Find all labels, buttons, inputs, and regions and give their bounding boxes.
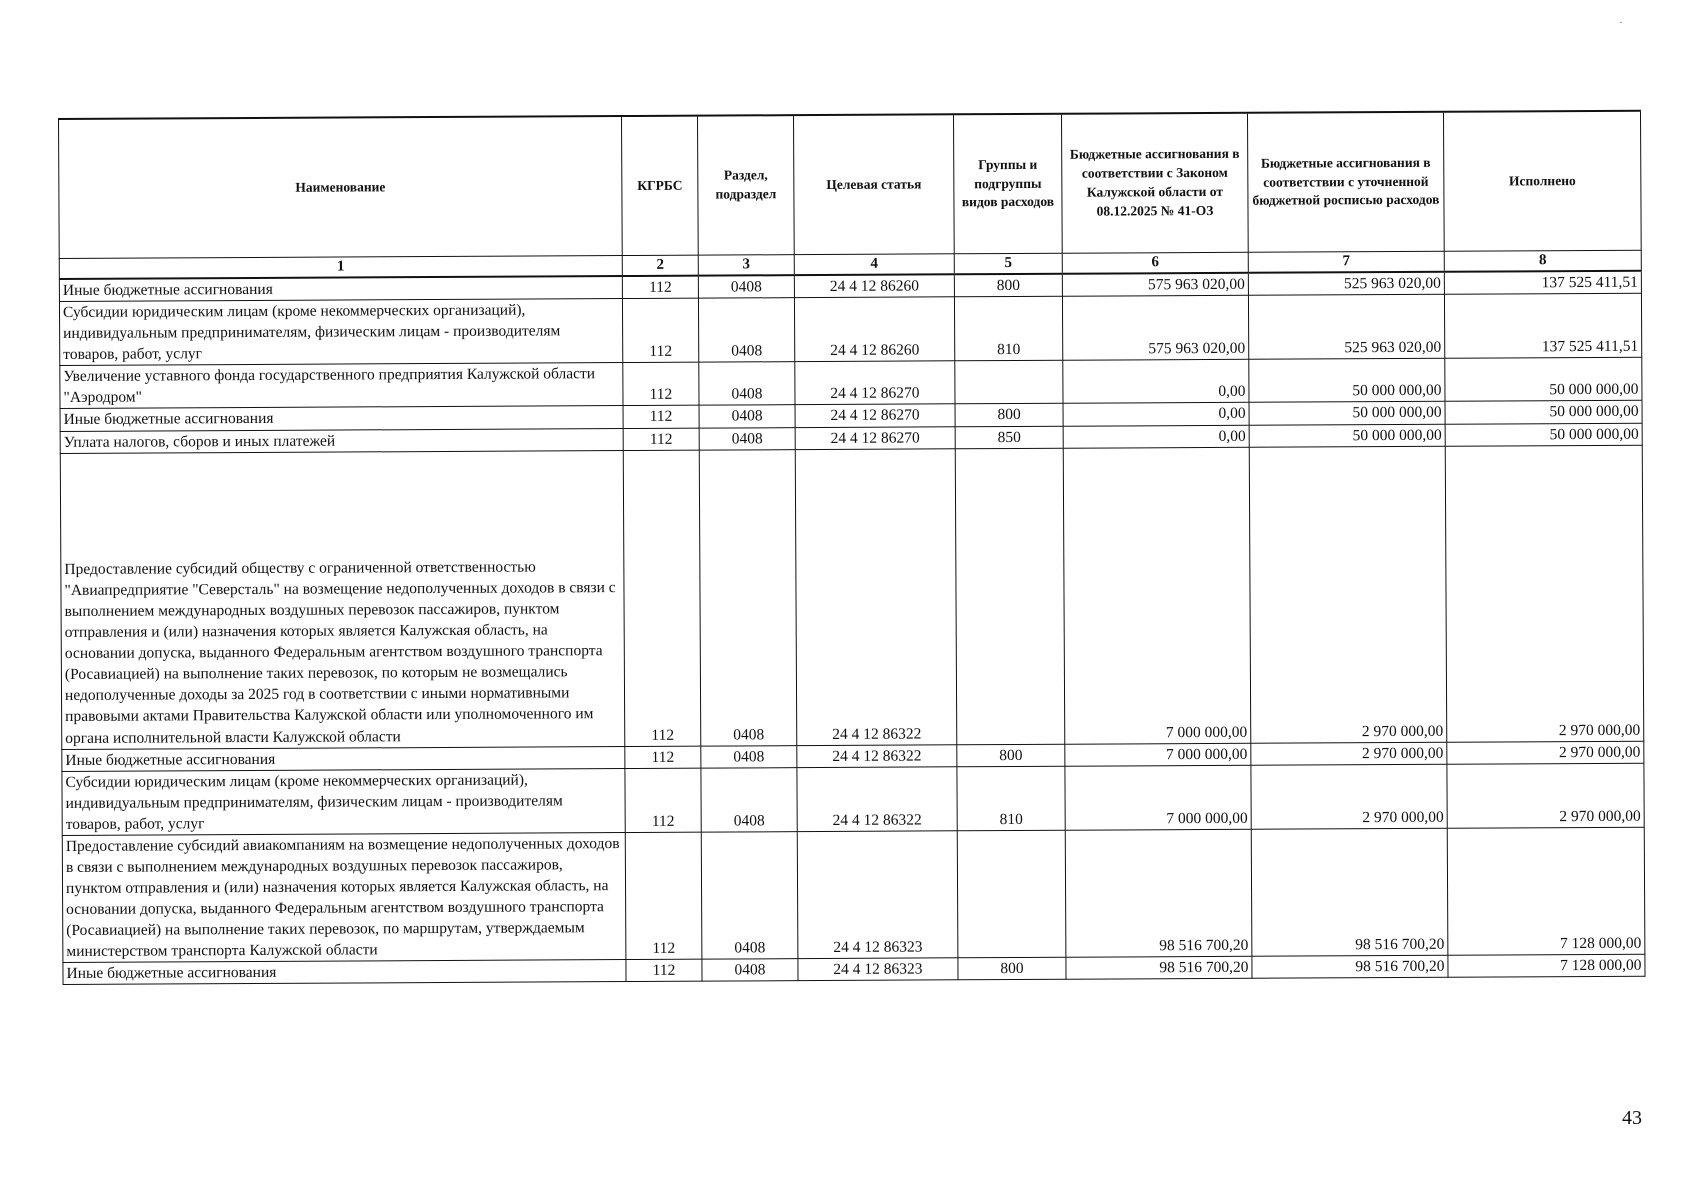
- header-name: Наименование: [59, 116, 623, 258]
- row-target: 24 4 12 86260: [794, 274, 954, 297]
- header-section: Раздел, подраздел: [697, 115, 794, 255]
- row-name: Иные бюджетные ассигнования: [59, 276, 622, 302]
- row-law: 575 963 020,00: [1062, 273, 1248, 297]
- row-target: 24 4 12 86323: [798, 958, 958, 981]
- header-groups: Группы и подгруппы видов расходов: [953, 114, 1062, 254]
- row-target: 24 4 12 86270: [795, 426, 955, 449]
- row-group: 800: [954, 274, 1062, 297]
- column-number: 2: [622, 255, 698, 276]
- row-kgrbs: 112: [622, 298, 698, 363]
- row-refined: 50 000 000,00: [1249, 402, 1445, 425]
- row-section: 0408: [699, 362, 795, 406]
- row-executed: 7 128 000,00: [1448, 955, 1645, 978]
- row-target: 24 4 12 86270: [795, 361, 955, 405]
- row-target: 24 4 12 86322: [797, 767, 957, 832]
- table-row: [62, 827, 1645, 963]
- header-refined: Бюджетные ассигнования в соответствии с уточненной бюджетной росписью расходов: [1247, 112, 1444, 253]
- row-law: 7 000 000,00: [1063, 447, 1251, 744]
- row-kgrbs: 112: [623, 362, 699, 406]
- row-section: 0408: [698, 275, 794, 298]
- row-kgrbs: 112: [623, 450, 701, 746]
- row-name: Иные бюджетные ассигнования: [63, 960, 626, 985]
- row-kgrbs: 112: [626, 960, 702, 982]
- column-number: 5: [954, 253, 1062, 274]
- row-name: Увеличение уставного фонда государственного предприятия Калужской области "Аэродром": [60, 363, 623, 409]
- row-kgrbs: 112: [623, 428, 699, 450]
- row-kgrbs: 112: [625, 832, 702, 960]
- row-target: 24 4 12 86270: [795, 404, 955, 427]
- column-number: 6: [1062, 252, 1248, 273]
- row-kgrbs: 112: [625, 768, 701, 833]
- row-kgrbs: 112: [623, 406, 699, 428]
- row-refined: 525 963 020,00: [1248, 272, 1444, 296]
- row-name: Субсидии юридическим лицам (кроме некоммерческих организаций), индивидуальным предпринимателям, физическим лицам - производителям товаров, работ, услуг: [59, 299, 622, 366]
- row-target: 24 4 12 86322: [797, 744, 957, 767]
- column-number: 3: [698, 255, 794, 276]
- row-law: 575 963 020,00: [1062, 295, 1248, 360]
- page-number: 43: [1622, 1107, 1642, 1129]
- table-row: [60, 358, 1642, 409]
- header-target: Целевая статья: [793, 114, 954, 254]
- row-section: 0408: [701, 745, 797, 768]
- row-kgrbs: 112: [625, 746, 701, 768]
- row-group: [955, 361, 1063, 405]
- row-target: 24 4 12 86322: [795, 448, 957, 745]
- row-refined: 50 000 000,00: [1249, 424, 1445, 447]
- row-executed: 50 000 000,00: [1445, 358, 1642, 402]
- row-group: 800: [955, 404, 1063, 427]
- row-section: 0408: [701, 767, 797, 832]
- row-group: 810: [957, 766, 1065, 831]
- row-executed: 2 970 000,00: [1445, 445, 1644, 742]
- row-name: Уплата налогов, сборов и иных платежей: [60, 428, 623, 453]
- table-row: [59, 293, 1641, 366]
- row-group: 800: [958, 958, 1066, 981]
- row-executed: 50 000 000,00: [1445, 423, 1642, 446]
- row-group: 810: [954, 296, 1062, 361]
- row-refined: 50 000 000,00: [1249, 359, 1445, 403]
- row-target: 24 4 12 86323: [797, 831, 958, 959]
- row-executed: 137 525 411,51: [1444, 293, 1641, 358]
- row-refined: 525 963 020,00: [1248, 294, 1444, 359]
- row-group: 800: [957, 744, 1065, 767]
- table-row: [60, 445, 1644, 749]
- table-row: [62, 763, 1644, 836]
- row-refined: 98 516 700,20: [1252, 956, 1448, 979]
- header-law: Бюджетные ассигнования в соответствии с Законом Калужской области от 08.12.2025 № 41-ОЗ: [1061, 113, 1248, 253]
- row-refined: 2 970 000,00: [1251, 764, 1447, 829]
- scan-speck: [1620, 22, 1622, 23]
- row-kgrbs: 112: [622, 276, 698, 299]
- row-name: Предоставление субсидий авиакомпаниям на возмещение недополученных доходов в связи с выполнением международных воздушных перевозок пассажиров, пунктом отправления и (или) назначения которых является Калужская область, на основании допуска, выданного Федеральным агентством воздушного транспорта (Росавиацией) на выполнение таких перевозок, по маршрутам, утверждаемым министерством транспорта Калужской области: [62, 832, 626, 962]
- row-name: Иные бюджетные ассигнования: [62, 746, 625, 771]
- row-name: Иные бюджетные ассигнования: [60, 406, 623, 431]
- row-law: 7 000 000,00: [1065, 765, 1251, 830]
- row-executed: 7 128 000,00: [1447, 827, 1645, 955]
- row-executed: 137 525 411,51: [1444, 271, 1641, 295]
- row-group: [957, 830, 1066, 958]
- column-number: 1: [59, 256, 622, 279]
- row-group: 850: [955, 426, 1063, 449]
- row-law: 0,00: [1063, 425, 1249, 448]
- row-name: Субсидии юридическим лицам (кроме некоммерческих организаций), индивидуальным предпринимателям, физическим лицам - производителям товаров, работ, услуг: [62, 768, 625, 835]
- row-law: 98 516 700,20: [1065, 829, 1252, 957]
- budget-table: [58, 110, 1646, 986]
- row-group: [955, 448, 1065, 745]
- row-section: 0408: [699, 449, 797, 745]
- row-refined: 2 970 000,00: [1249, 446, 1447, 743]
- row-executed: 50 000 000,00: [1445, 401, 1642, 424]
- header-kgrbs: КГРБС: [621, 116, 698, 256]
- row-target: 24 4 12 86260: [794, 297, 954, 362]
- row-law: 0,00: [1063, 403, 1249, 426]
- row-section: 0408: [698, 298, 794, 363]
- row-law: 0,00: [1063, 360, 1249, 404]
- column-number: 8: [1444, 250, 1641, 272]
- row-section: 0408: [701, 832, 798, 960]
- header-executed: Исполнено: [1443, 111, 1641, 252]
- row-executed: 2 970 000,00: [1447, 763, 1644, 828]
- row-executed: 2 970 000,00: [1447, 741, 1644, 764]
- row-name: Предоставление субсидий обществу с ограниченной ответственностью "Авиапредприятие "Северсталь" на возмещение недополученных доходов в связи с выполнением международных воздушных перевозок пассажиров, пунктом отправления и (или) назначения которых является Калужская область, на основании допуска, выданного Федеральным агентством воздушного транспорта (Росавиацией) на выполнение таких перевозок, по которым не возмещались недополученные доходы за 2025 год в соответствии с иными нормативными правовыми актами Правительства Калужской области или уполномоченного им органа исполнительной власти Калужской области: [60, 450, 625, 749]
- row-section: 0408: [699, 427, 795, 450]
- row-refined: 2 970 000,00: [1251, 742, 1447, 765]
- column-number: 7: [1248, 251, 1444, 273]
- row-refined: 98 516 700,20: [1251, 828, 1448, 956]
- row-section: 0408: [702, 959, 798, 982]
- row-law: 98 516 700,20: [1066, 957, 1252, 980]
- row-law: 7 000 000,00: [1065, 743, 1251, 766]
- row-section: 0408: [699, 405, 795, 428]
- header-row: [59, 111, 1642, 259]
- column-number: 4: [794, 254, 954, 275]
